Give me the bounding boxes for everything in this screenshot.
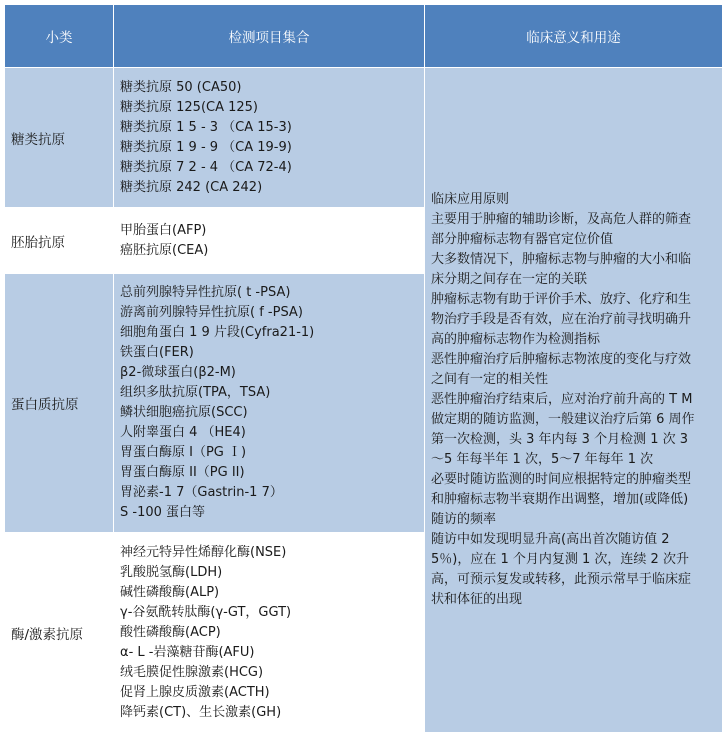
test-item: 细胞角蛋白 1 9 片段(Cyfra21-1) [120,325,315,340]
test-item: 糖类抗原 125(CA 125) [120,99,259,115]
significance-line: 肿瘤标志物有助于评价手术、放疗、化疗和生 [431,292,692,307]
header-clinical-significance: 临床意义和用途 [425,5,723,68]
significance-line: 高的肿瘤标志物作为检测指标 [431,332,601,347]
test-item: 降钙素(CT)、生长激素(GH) [120,704,282,720]
significance-line: 大多数情况下，肿瘤标志物与肿瘤的大小和临 [431,252,692,267]
significance-line: 随访的频率 [431,512,497,527]
significance-line: 部分肿瘤标志物有器官定位价值 [431,232,614,247]
test-item: 胃泌素-1 7（Gastrin-1 7） [120,485,283,500]
significance-line: 和肿瘤标志物半衰期作出调整，增加(或降低) [431,492,689,507]
test-item: 人附睾蛋白 4 （HE4) [120,425,246,440]
test-item: 组织多肽抗原(TPA，TSA) [120,385,271,400]
test-item: 胃蛋白酶原 II（PG II) [120,465,245,480]
category-cell: 糖类抗原 [5,68,114,208]
category-cell: 蛋白质抗原 [5,274,114,533]
test-item: 促肾上腺皮质激素(ACTH) [120,684,270,700]
significance-line: 高，可预示复发或转移，此预示常早于临床症 [431,572,692,587]
table-row [5,68,723,208]
header-row [5,5,723,68]
test-item: S -100 蛋白等 [120,505,206,520]
items-cell [114,274,425,533]
significance-line: 5％)，应在 1 个月内复测 1 次，连续 2 次升 [431,552,689,567]
test-item: 神经元特异性烯醇化酶(NSE) [120,544,287,560]
significance-line: 做定期的随访监测，一般建议治疗后第 6 周作 [431,412,695,427]
test-item: 糖类抗原 242 (CA 242) [120,179,263,195]
test-item: 胃蛋白酶原 I（PG Ｉ) [120,445,247,460]
items-cell [114,533,425,733]
test-item: 游离前列腺特异性抗原( f -PSA) [120,305,303,320]
significance-line: 物治疗手段是否有效，应在治疗前寻找明确升 [431,312,692,327]
test-item: 总前列腺特异性抗原( t -PSA) [120,285,291,300]
test-item: γ-谷氨酰转肽酶(γ-GT，GGT) [120,604,292,620]
significance-line: 恶性肿瘤治疗后肿瘤标志物浓度的变化与疗效 [431,352,692,367]
test-item: 酸性磷酸酶(ACP) [120,624,221,640]
header-subcategory: 小类 [5,5,114,68]
category-cell: 酶/激素抗原 [5,533,114,733]
items-cell [114,208,425,274]
header-test-items: 检测项目集合 [114,5,425,68]
significance-line: ～5 年每半年 1 次，5～7 年每年 1 次 [431,452,654,467]
significance-line: 第一次检测，头 3 年内每 3 个月检测 1 次 3 [431,432,689,447]
test-item: 糖类抗原 1 9 - 9 （CA 19-9) [120,139,292,155]
test-item: 鳞状细胞癌抗原(SCC) [120,405,248,420]
test-item: 糖类抗原 7 2 - 4 （CA 72-4) [120,159,292,175]
test-item: 乳酸脱氢酶(LDH) [120,564,223,580]
significance-line: 状和体征的出现 [431,592,523,607]
test-item: 癌胚抗原(CEA) [120,242,209,258]
test-item: 糖类抗原 1 5 - 3 （CA 15-3) [120,119,292,135]
significance-line: 恶性肿瘤治疗结束后，应对治疗前升高的 T M [431,392,693,407]
significance-line: 床分期之间存在一定的关联 [431,272,588,287]
category-cell: 胚胎抗原 [5,208,114,274]
significance-line: 必要时随访监测的时间应根据特定的肿瘤类型 [431,472,692,487]
significance-line: 临床应用原则 [431,192,510,207]
test-item: 碱性磷酸酶(ALP) [120,584,220,600]
significance-line: 随访中如发现明显升高(高出首次随访值 2 [431,532,670,547]
test-item: β2-微球蛋白(β2-M) [120,365,236,380]
tumor-marker-table [4,4,723,733]
items-cell [114,68,425,208]
test-item: 铁蛋白(FER) [120,345,194,360]
test-item: 糖类抗原 50 (CA50) [120,79,242,95]
test-item: 绒毛膜促性腺激素(HCG) [120,664,264,680]
clinical-significance-cell [425,68,723,733]
test-item: 甲胎蛋白(AFP) [120,222,207,238]
test-item: α- L -岩藻糖苷酶(AFU) [120,644,255,660]
significance-line: 主要用于肿瘤的辅助诊断，及高危人群的筛查 [431,212,692,227]
significance-line: 之间有一定的相关性 [431,372,549,387]
